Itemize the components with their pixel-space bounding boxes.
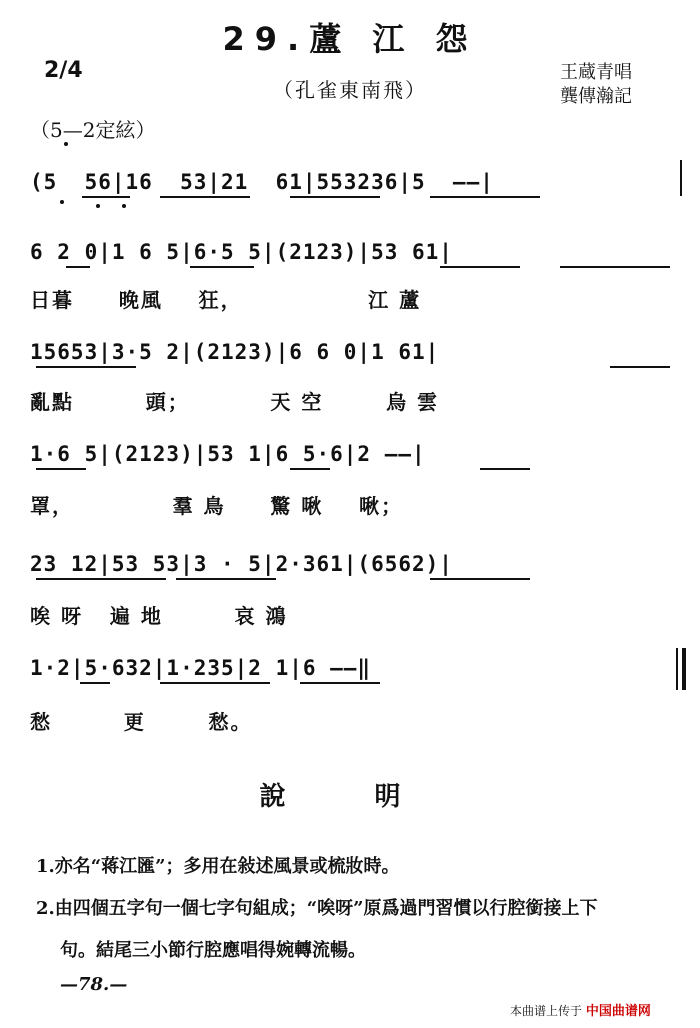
beat-underline — [290, 468, 330, 470]
beat-underline — [160, 196, 250, 198]
singer-credit: 王蔵青唱 — [560, 62, 632, 83]
octave-dot — [60, 200, 64, 204]
beat-underline — [66, 266, 90, 268]
final-barline — [676, 648, 678, 690]
explanation-heading: 說 明 — [259, 782, 441, 812]
subtitle: （孔雀東南飛） — [273, 78, 427, 102]
beat-underline — [36, 468, 86, 470]
time-signature: 2/4 — [44, 58, 83, 83]
score-line-6-lyrics: 愁 更 愁。 — [30, 710, 253, 734]
page-number: —78.— — [60, 974, 128, 995]
beat-underline — [430, 578, 530, 580]
tuning-note: （5—2定絃） — [30, 118, 156, 142]
barline — [680, 160, 682, 196]
score-line-4-lyrics: 罩， 羣 鳥 驚 啾 啾； — [30, 494, 404, 518]
recorder-credit: 龔傳瀚記 — [560, 86, 632, 107]
beat-underline — [610, 366, 670, 368]
beat-underline — [36, 366, 136, 368]
beat-underline — [560, 266, 670, 268]
score-line-4-notes: 1·6 5|(2123)|53 1|6 5·6|2 ——| — [30, 442, 426, 466]
footer-prefix: 本曲谱上传于 — [510, 1004, 583, 1018]
beat-underline — [440, 266, 520, 268]
score-line-5-lyrics: 唉 呀 遍 地 哀 鴻 — [30, 604, 288, 628]
explanation-item-1: 1.亦名“蒋江匯”；多用在敍述風景或梳妝時。 — [36, 856, 400, 877]
beat-underline — [80, 682, 110, 684]
score-line-6-notes: 1·2|5·632|1·235|2 1|6 ——‖ — [30, 656, 372, 680]
score-line-2-notes: 6 2 0|1 6 5|6·5 5|(2123)|53 61| — [30, 240, 453, 264]
beat-underline — [82, 196, 130, 198]
octave-dot — [64, 142, 68, 146]
explanation-item-3: 句。結尾三小節行腔應唱得婉轉流暢。 — [60, 940, 366, 961]
beat-underline — [430, 196, 540, 198]
beat-underline — [160, 682, 270, 684]
score-line-3-lyrics: 亂點 頭； 天 空 烏 雲 — [30, 390, 440, 414]
beat-underline — [300, 682, 380, 684]
footer-credit — [510, 1000, 651, 1019]
score-line-2-lyrics: 日暮 晚風 狂， 江 蘆 — [30, 288, 422, 312]
beat-underline — [36, 578, 166, 580]
beat-underline — [290, 196, 380, 198]
beat-underline — [480, 468, 530, 470]
score-line-1-notes: (5 56|16 53|21 61|553236|5 ——| — [30, 170, 494, 194]
final-barline — [682, 648, 686, 690]
page-title: 29.蘆 江 怨 — [222, 20, 478, 58]
beat-underline — [190, 266, 254, 268]
footer-site: 中国曲谱网 — [585, 1004, 651, 1019]
octave-dot — [122, 204, 126, 208]
score-line-5-notes: 23 12|53 53|3 · 5|2·361|(6562)| — [30, 552, 453, 576]
explanation-item-2: 2.由四個五字句一個七字句組成；“唉呀”原爲過門習慣以行腔銜接上下 — [36, 898, 598, 919]
beat-underline — [176, 578, 276, 580]
octave-dot — [96, 204, 100, 208]
score-line-3-notes: 15653|3·5 2|(2123)|6 6 0|1 61| — [30, 340, 440, 364]
